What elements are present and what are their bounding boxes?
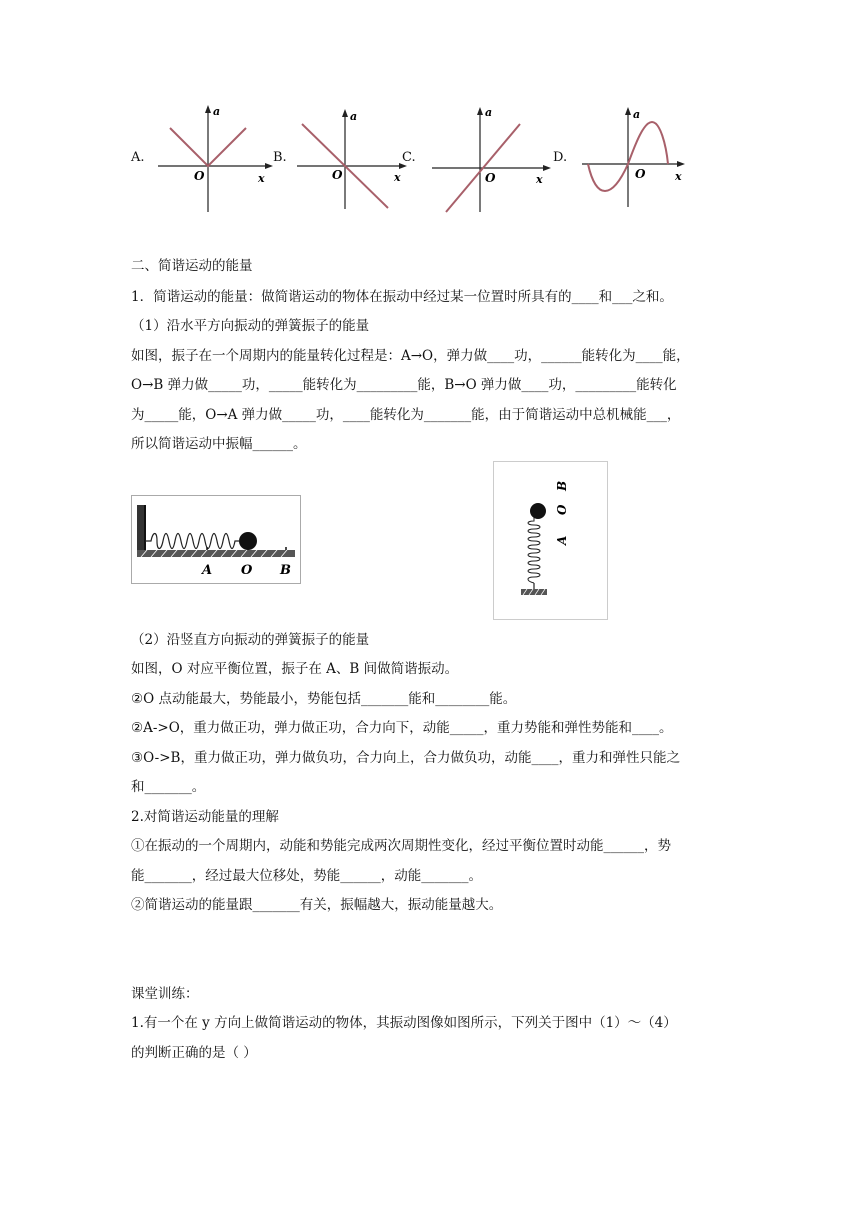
question-1-line-1: 1.有一个在 y 方向上做简谐运动的物体，其振动图像如图所示，下列关于图中（1）～（4）: [131, 1015, 677, 1031]
subheading-vertical-spring: （2）沿竖直方向振动的弹簧振子的能量: [131, 632, 370, 648]
option-d-axis-y: a: [633, 108, 641, 121]
paragraph-understanding-1: ①在振动的一个周期内，动能和势能完成两次周期性变化，经过平衡位置时动能______，势: [131, 838, 671, 854]
question-1-line-2: 的判断正确的是（ ）: [131, 1045, 257, 1061]
paragraph-vertical-intro: 如图，O 对应平衡位置，振子在 A、B 间做简谐振动。: [131, 661, 459, 677]
paragraph-vertical-o-to-b-2: 和_______。: [131, 779, 206, 795]
option-b-origin: O: [332, 168, 343, 182]
option-c-label: C.: [402, 150, 416, 165]
option-a-graph: [150, 100, 275, 215]
vertical-spring-figure: [493, 461, 608, 621]
horizontal-label-o: O: [241, 563, 253, 578]
paragraph-horizontal-2: O→B 弹力做_____功，_____能转化为_________能，B→O 弹力做____功，_________能转化: [131, 377, 677, 393]
section-heading-understanding: 2.对简谐运动能量的理解: [131, 809, 279, 825]
option-d-graph: [580, 102, 690, 210]
paragraph-horizontal-4: 所以简谐运动中振幅______。: [131, 436, 307, 452]
option-a-origin: O: [194, 169, 205, 183]
paragraph-understanding-3: ②简谐运动的能量跟_______有关，振幅越大，振动能量越大。: [131, 897, 503, 913]
paragraph-energy-definition: 1．简谐运动的能量：做简谐运动的物体在振动中经过某一位置时所具有的____和___之和。: [131, 289, 673, 305]
vertical-label-o: O: [555, 504, 569, 515]
option-a-label: A.: [131, 150, 145, 165]
paragraph-horizontal-1: 如图，振子在一个周期内的能量转化过程是：A→O，弹力做____功，______能转化为____能，: [131, 348, 690, 364]
vertical-label-b: B: [555, 480, 569, 491]
option-a-axis-y: a: [213, 105, 221, 118]
option-c-origin: O: [485, 171, 496, 185]
option-d-origin: O: [635, 167, 646, 181]
option-d-label: D.: [553, 150, 568, 165]
section-heading-practice: 课堂训练：: [131, 986, 199, 1002]
option-c-axis-y: a: [485, 106, 493, 119]
paragraph-vertical-a-to-o: ②A->O，重力做正功，弹力做正功，合力向下，动能_____，重力势能和弹性势能和____。: [131, 720, 673, 736]
paragraph-understanding-2: 能_______，经过最大位移处，势能______，动能_______。: [131, 868, 482, 884]
option-a-axis-x: x: [258, 172, 265, 185]
option-d-axis-x: x: [675, 170, 682, 183]
option-b-axis-y: a: [350, 110, 358, 123]
option-c-axis-x: x: [536, 173, 543, 186]
horizontal-label-b: B: [280, 563, 291, 578]
subheading-horizontal-spring: （1）沿水平方向振动的弹簧振子的能量: [131, 318, 370, 334]
option-c-graph: [428, 102, 553, 214]
option-b-label: B.: [273, 150, 287, 165]
option-b-graph: [292, 104, 412, 212]
horizontal-label-a: A: [202, 563, 213, 578]
vertical-label-a: A: [555, 535, 569, 545]
section-heading-energy: 二、简谐运动的能量: [131, 258, 253, 274]
paragraph-vertical-o-to-b-1: ③O->B，重力做正功，弹力做负功，合力向上，合力做负功，动能____，重力和弹性只能之: [131, 750, 680, 766]
paragraph-vertical-o-point: ②O 点动能最大，势能最小，势能包括_______能和________能。: [131, 691, 517, 707]
horizontal-spring-figure: [131, 495, 301, 585]
paragraph-horizontal-3: 为_____能，O→A 弹力做_____功，____能转化为_______能，由于简谐运动中总机械能___，: [131, 407, 681, 423]
option-b-axis-x: x: [394, 171, 401, 184]
